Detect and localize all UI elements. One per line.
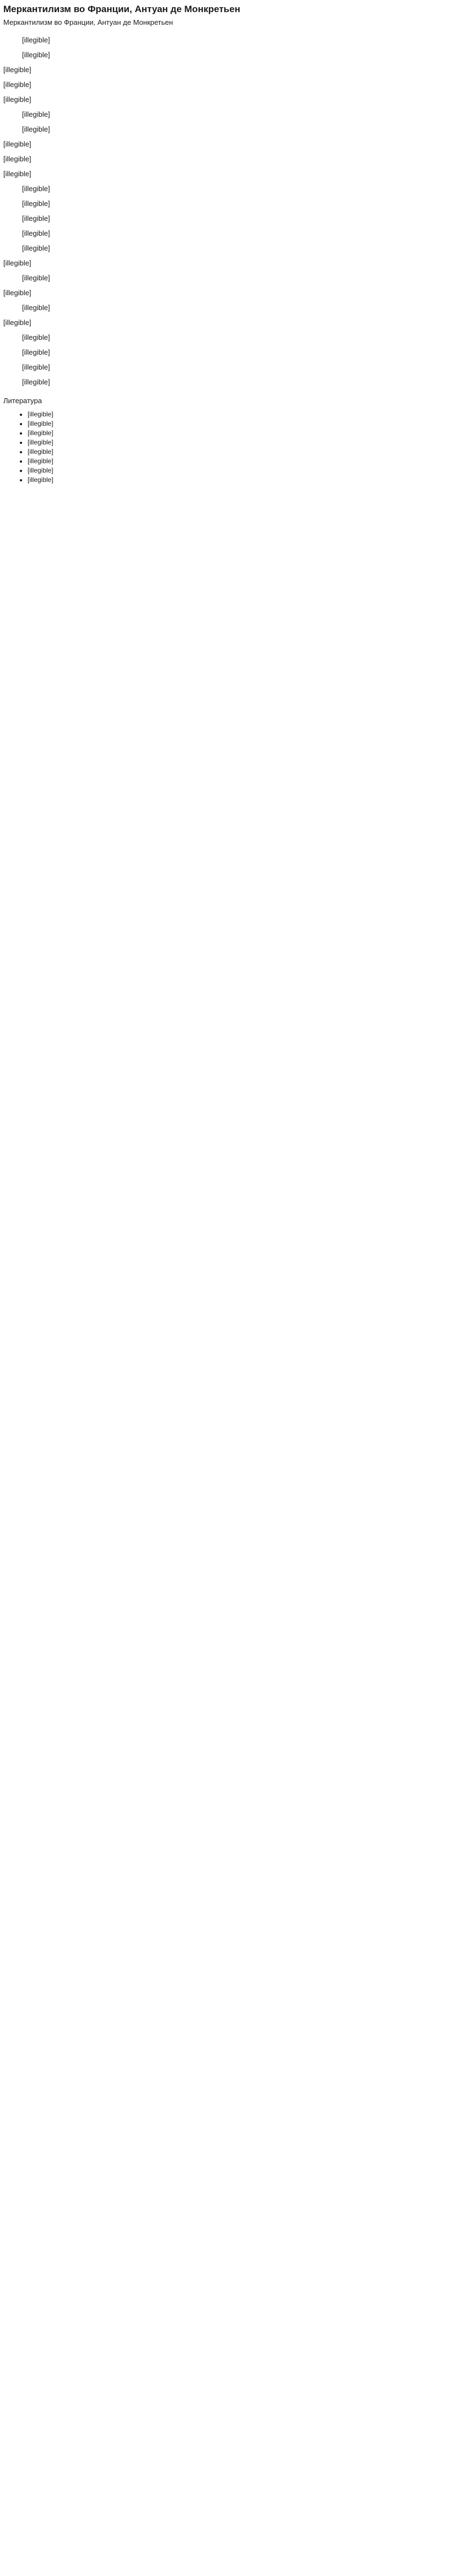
list-line: [illegible] (3, 155, 31, 164)
literature-item: • [illegible] (28, 420, 464, 428)
paragraph: [illegible] (22, 378, 50, 387)
article-body (3, 35, 464, 387)
paragraph: [illegible] (22, 244, 50, 253)
list-line: [illegible] (3, 66, 31, 74)
paragraph: [illegible] (22, 214, 50, 223)
list-line: [illegible] (3, 95, 31, 104)
paragraph: [illegible] (22, 363, 50, 372)
literature-item: • [illegible] (28, 476, 464, 484)
paragraph: [illegible] (3, 289, 31, 297)
paragraph: [illegible] (22, 110, 50, 119)
list-line: [illegible] (3, 140, 31, 149)
paragraph: [illegible] (3, 318, 31, 327)
paragraph: [illegible] (3, 259, 31, 268)
paragraph: [illegible] (22, 348, 50, 357)
list-line: [illegible] (3, 170, 31, 178)
literature-item: • [illegible] (28, 438, 464, 447)
literature-item: • [illegible] (28, 448, 464, 456)
list-line: [illegible] (3, 80, 31, 89)
paragraph: [illegible] (22, 199, 50, 208)
literature-item: • [illegible] (28, 410, 464, 419)
literature-list (3, 410, 464, 484)
literature-item: • [illegible] (28, 429, 464, 437)
paragraph: [illegible] (22, 229, 50, 238)
paragraph: [illegible] (22, 36, 50, 45)
literature-item: • [illegible] (28, 467, 464, 475)
literature-item: • [illegible] (28, 457, 464, 465)
page-subtitle: Меркантилизм во Франции, Антуан де Монкретьен (3, 18, 173, 27)
paragraph: [illegible] (22, 185, 50, 193)
paragraph: [illegible] (22, 51, 50, 59)
paragraph: [illegible] (22, 333, 50, 342)
literature-heading: Литература (3, 397, 42, 405)
page-title: Меркантилизм во Франции, Антуан де Монкретьен (3, 4, 240, 14)
paragraph: [illegible] (22, 303, 50, 312)
paragraph: [illegible] (22, 125, 50, 134)
paragraph: [illegible] (22, 274, 50, 283)
